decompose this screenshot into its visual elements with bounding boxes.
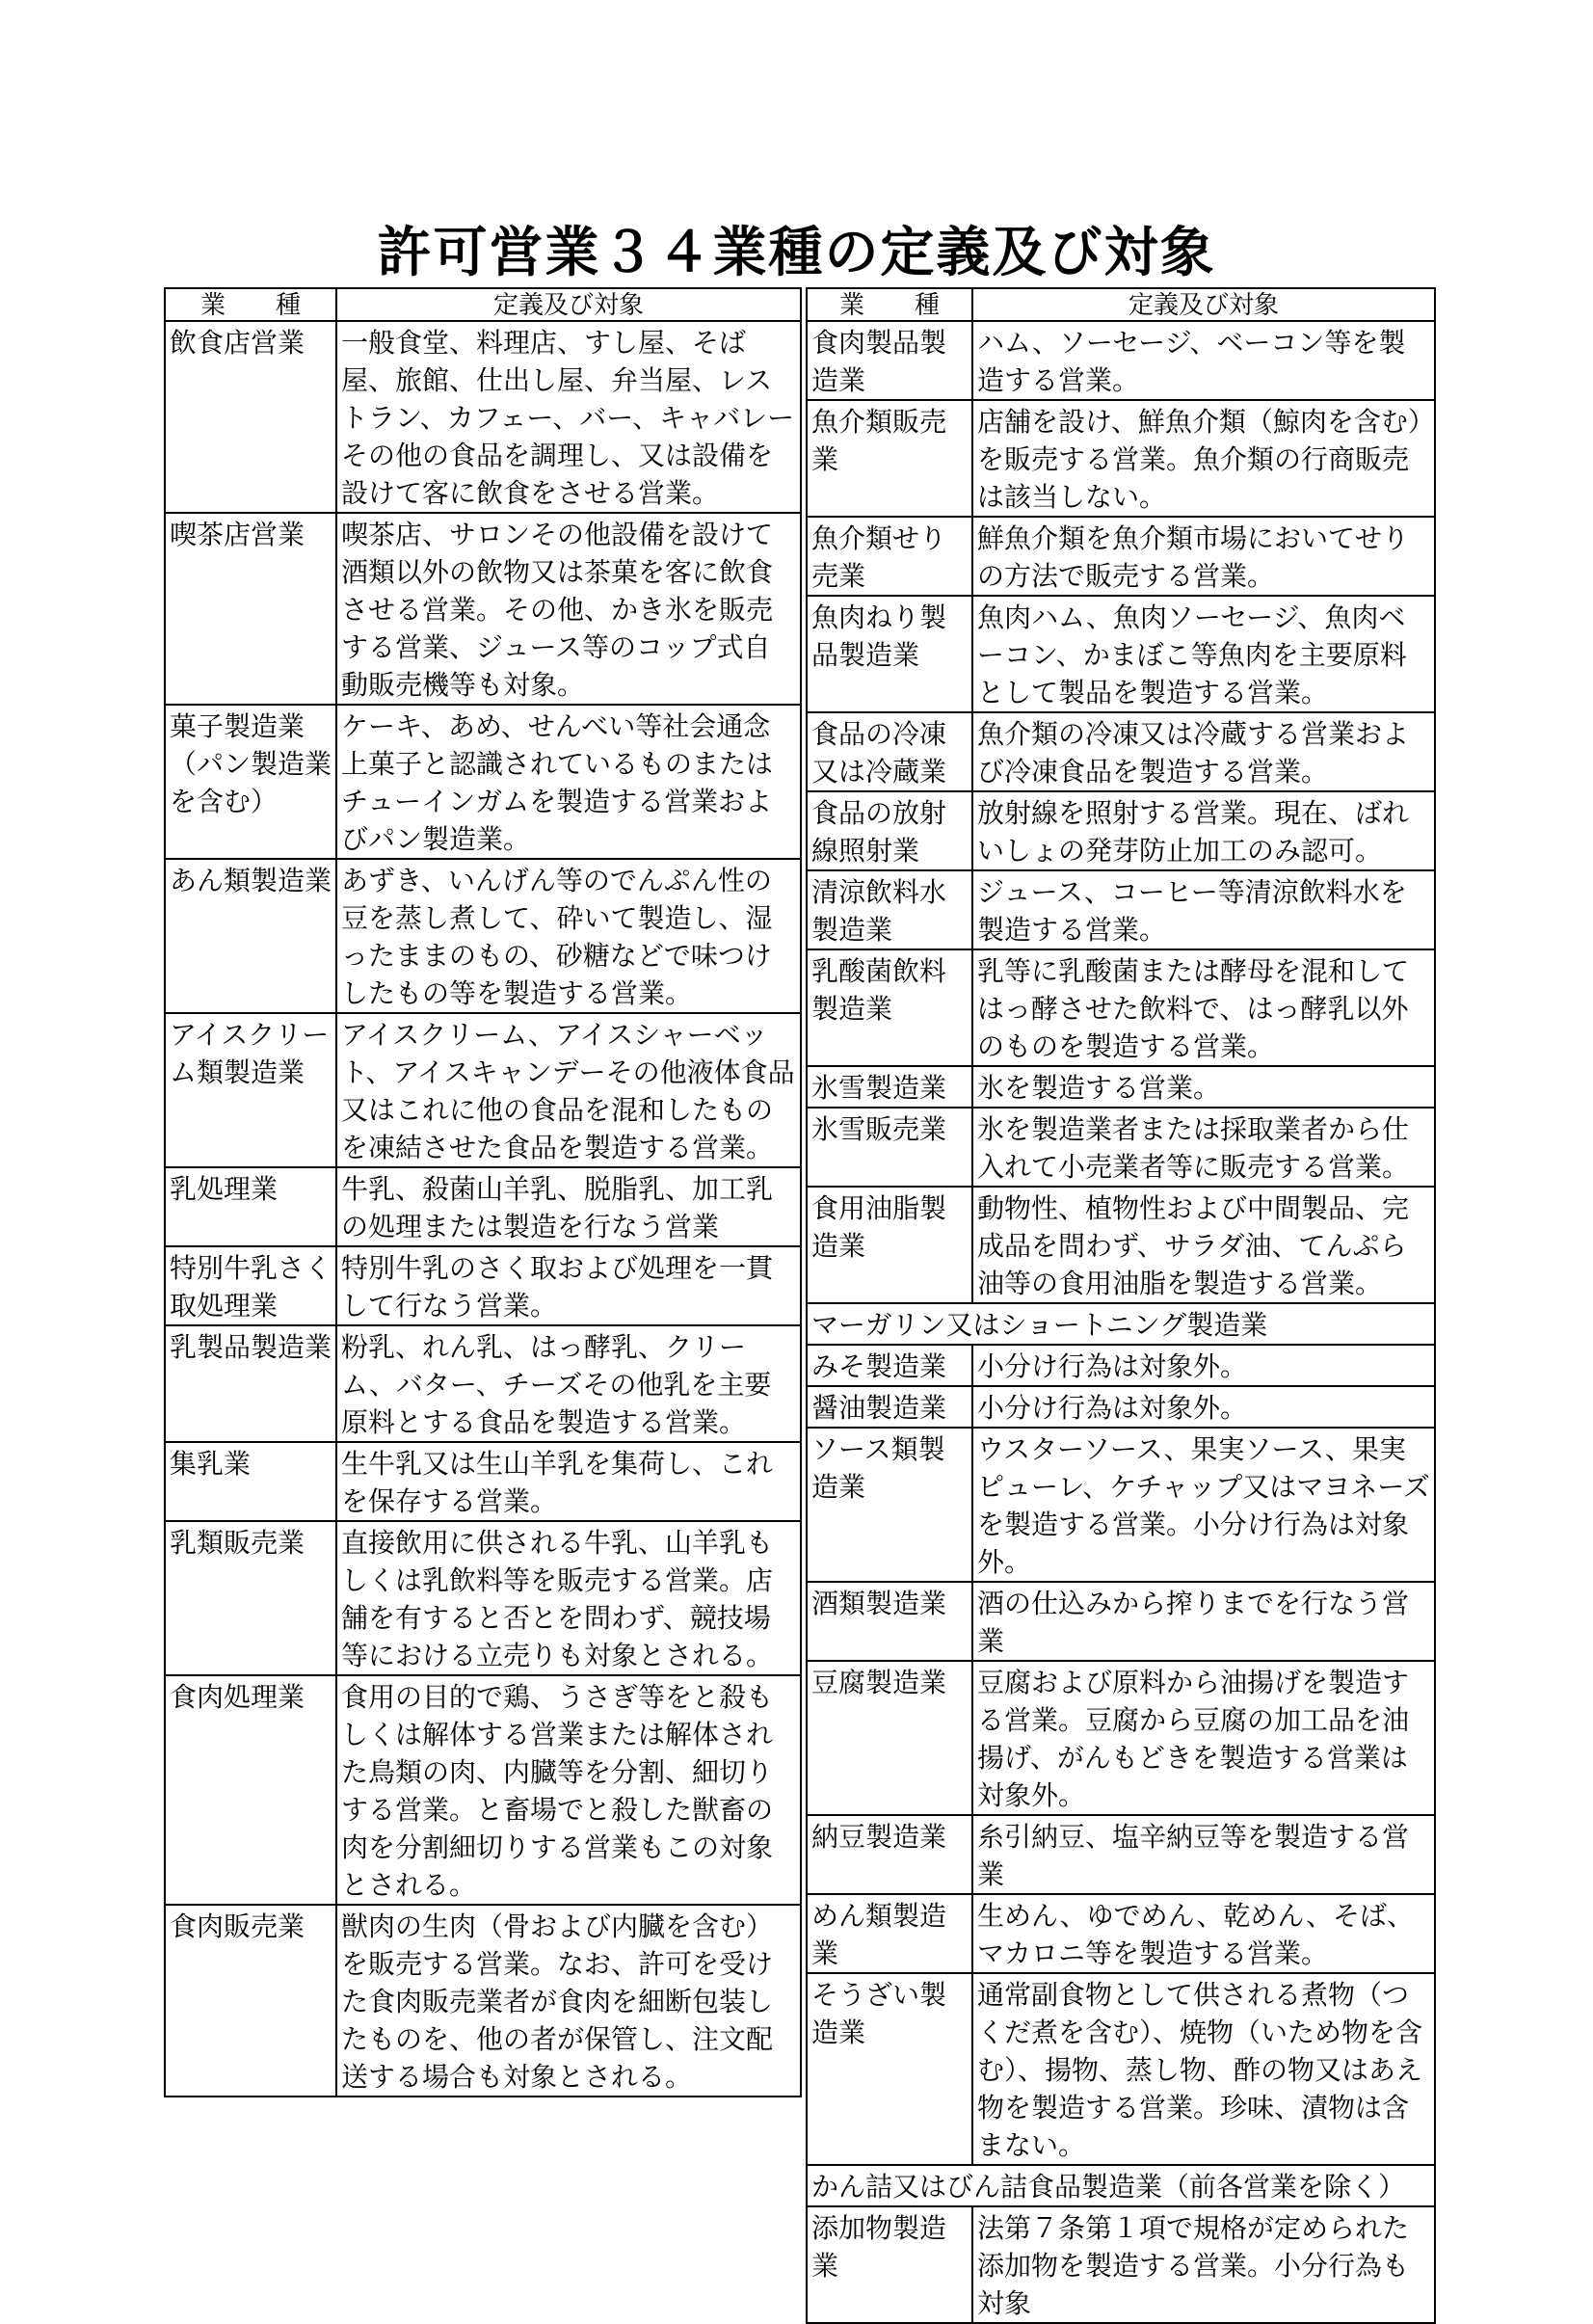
- table-row: [807, 1386, 1435, 1428]
- business-type-definition: 鮮魚介類を魚介類市場においてせりの方法で販売する営業。: [972, 517, 1435, 596]
- business-type-name: 魚介類販売業: [807, 400, 972, 517]
- business-type-definition: ジュース、コーヒー等清涼飲料水を製造する営業。: [972, 870, 1435, 949]
- business-type-name: 清涼飲料水製造業: [807, 870, 972, 949]
- table-row: [807, 1973, 1435, 2165]
- table-row: [165, 1325, 801, 1442]
- business-type-name: 飲食店営業: [165, 321, 336, 513]
- header-definition: 定義及び対象: [972, 288, 1435, 321]
- business-type-name: 豆腐製造業: [807, 1661, 972, 1815]
- business-type-name: 食品の放射線照射業: [807, 791, 972, 870]
- business-type-name: ソース類製造業: [807, 1428, 972, 1582]
- table-row: [807, 1108, 1435, 1187]
- business-type-full-row: マーガリン又はショートニング製造業: [807, 1303, 1435, 1345]
- business-type-name: 添加物製造業: [807, 2206, 972, 2323]
- business-type-definition: 酒の仕込みから搾りまでを行なう営業: [972, 1582, 1435, 1661]
- table-row: [807, 1428, 1435, 1582]
- business-table-left: [164, 287, 802, 2097]
- business-type-definition: 小分け行為は対象外。: [972, 1345, 1435, 1386]
- business-type-definition: 豆腐および原料から油揚げを製造する営業。豆腐から豆腐の加工品を油揚げ、がんもどきを製造する営業は対象外。: [972, 1661, 1435, 1815]
- table-row: [807, 2165, 1435, 2206]
- business-type-definition: 生めん、ゆでめん、乾めん、そば、マカロニ等を製造する営業。: [972, 1894, 1435, 1973]
- table-row: [807, 1303, 1435, 1345]
- business-type-definition: 特別牛乳のさく取および処理を一貫して行なう営業。: [336, 1246, 801, 1325]
- business-type-name: 菓子製造業（パン製造業を含む）: [165, 705, 336, 859]
- table-row: [165, 1905, 801, 2097]
- business-type-definition: 一般食堂、料理店、すし屋、そば屋、旅館、仕出し屋、弁当屋、レストラン、カフェー、バー、キャバレーその他の食品を調理し、又は設備を設けて客に飲食をさせる営業。: [336, 321, 801, 513]
- table-row: [165, 321, 801, 513]
- header-definition: 定義及び対象: [336, 288, 801, 321]
- table-row: [807, 2206, 1435, 2323]
- table-row: [165, 1013, 801, 1167]
- table-row: [165, 513, 801, 705]
- business-type-name: 乳処理業: [165, 1167, 336, 1246]
- business-type-name: 食肉製品製造業: [807, 321, 972, 400]
- table-row: [807, 1066, 1435, 1108]
- business-type-definition: 通常副食物として供される煮物（つくだ煮を含む）、焼物（いため物を含む）、揚物、蒸し物、酢の物又はあえ物を製造する営業。珍味、漬物は含まない。: [972, 1973, 1435, 2165]
- table-row: [807, 517, 1435, 596]
- business-type-name: 特別牛乳さく取処理業: [165, 1246, 336, 1325]
- business-type-name: 食用油脂製造業: [807, 1187, 972, 1303]
- business-type-name: 食肉販売業: [165, 1905, 336, 2097]
- table-row: [165, 1167, 801, 1246]
- table-row: [165, 1521, 801, 1675]
- business-type-name: 集乳業: [165, 1442, 336, 1521]
- business-type-definition: あずき、いんげん等のでんぷん性の豆を蒸し煮して、砕いて製造し、湿ったままのもの、砂糖などで味つけしたもの等を製造する営業。: [336, 859, 801, 1013]
- header-type: 業 種: [807, 288, 972, 321]
- business-type-name: 乳類販売業: [165, 1521, 336, 1675]
- business-type-name: 納豆製造業: [807, 1815, 972, 1894]
- table-row: [807, 870, 1435, 949]
- table-header-row: [165, 288, 801, 321]
- business-type-definition: 食用の目的で鶏、うさぎ等をと殺もしくは解体する営業または解体された鳥類の肉、内臓等を分割、細切りする営業。と畜場でと殺した獣畜の肉を分割細切りする営業もこの対象とされる。: [336, 1675, 801, 1905]
- business-type-name: 食品の冷凍又は冷蔵業: [807, 712, 972, 791]
- business-type-name: 乳酸菌飲料製造業: [807, 949, 972, 1066]
- business-type-definition: ウスターソース、果実ソース、果実ピューレ、ケチャップ又はマヨネーズを製造する営業。小分け行為は対象外。: [972, 1428, 1435, 1582]
- table-row: [165, 705, 801, 859]
- business-type-name: 氷雪販売業: [807, 1108, 972, 1187]
- business-type-definition: 氷を製造業者または採取業者から仕入れて小売業者等に販売する営業。: [972, 1108, 1435, 1187]
- business-type-definition: 魚肉ハム、魚肉ソーセージ、魚肉ベーコン、かまぼこ等魚肉を主要原料として製品を製造する営業。: [972, 596, 1435, 712]
- business-type-name: 醤油製造業: [807, 1386, 972, 1428]
- table-row: [807, 1345, 1435, 1386]
- business-type-name: みそ製造業: [807, 1345, 972, 1386]
- business-type-definition: ハム、ソーセージ、ベーコン等を製造する営業。: [972, 321, 1435, 400]
- business-type-name: 乳製品製造業: [165, 1325, 336, 1442]
- business-type-definition: 牛乳、殺菌山羊乳、脱脂乳、加工乳の処理または製造を行なう営業: [336, 1167, 801, 1246]
- business-type-definition: 魚介類の冷凍又は冷蔵する営業および冷凍食品を製造する営業。: [972, 712, 1435, 791]
- business-type-definition: 小分け行為は対象外。: [972, 1386, 1435, 1428]
- business-table-right: [806, 287, 1436, 2324]
- business-type-name: アイスクリーム類製造業: [165, 1013, 336, 1167]
- table-row: [807, 1894, 1435, 1973]
- table-row: [807, 791, 1435, 870]
- business-type-name: 氷雪製造業: [807, 1066, 972, 1108]
- business-type-definition: 店舗を設け、鮮魚介類（鯨肉を含む）を販売する営業。魚介類の行商販売は該当しない。: [972, 400, 1435, 517]
- header-type: 業 種: [165, 288, 336, 321]
- table-row: [165, 1442, 801, 1521]
- business-type-definition: 糸引納豆、塩辛納豆等を製造する営業: [972, 1815, 1435, 1894]
- business-type-definition: 法第７条第１項で規格が定められた添加物を製造する営業。小分行為も対象: [972, 2206, 1435, 2323]
- table-row: [165, 859, 801, 1013]
- business-type-definition: 氷を製造する営業。: [972, 1066, 1435, 1108]
- business-type-name: 酒類製造業: [807, 1582, 972, 1661]
- table-row: [807, 321, 1435, 400]
- business-type-name: めん類製造業: [807, 1894, 972, 1973]
- table-row: [807, 1187, 1435, 1303]
- business-type-definition: 生牛乳又は生山羊乳を集荷し、これを保存する営業。: [336, 1442, 801, 1521]
- business-type-definition: 喫茶店、サロンその他設備を設けて酒類以外の飲物又は茶菓を客に飲食させる営業。その他、かき氷を販売する営業、ジュース等のコップ式自動販売機等も対象。: [336, 513, 801, 705]
- business-type-name: 喫茶店営業: [165, 513, 336, 705]
- table-row: [807, 1661, 1435, 1815]
- business-type-name: 食肉処理業: [165, 1675, 336, 1905]
- business-type-name: そうざい製造業: [807, 1973, 972, 2165]
- business-type-definition: 動物性、植物性および中間製品、完成品を問わず、サラダ油、てんぷら油等の食用油脂を製造する営業。: [972, 1187, 1435, 1303]
- table-row: [807, 1582, 1435, 1661]
- business-type-definition: 乳等に乳酸菌または酵母を混和してはっ酵させた飲料で、はっ酵乳以外のものを製造する営業。: [972, 949, 1435, 1066]
- business-type-definition: 放射線を照射する営業。現在、ばれいしょの発芽防止加工のみ認可。: [972, 791, 1435, 870]
- business-type-definition: アイスクリーム、アイスシャーベット、アイスキャンデーその他液体食品又はこれに他の食品を混和したものを凍結させた食品を製造する営業。: [336, 1013, 801, 1167]
- table-row: [807, 1815, 1435, 1894]
- business-type-definition: 直接飲用に供される牛乳、山羊乳もしくは乳飲料等を販売する営業。店舗を有すると否とを問わず、競技場等における立売りも対象とされる。: [336, 1521, 801, 1675]
- business-type-name: 魚肉ねり製品製造業: [807, 596, 972, 712]
- table-row: [165, 1675, 801, 1905]
- business-type-definition: 粉乳、れん乳、はっ酵乳、クリーム、バター、チーズその他乳を主要原料とする食品を製造する営業。: [336, 1325, 801, 1442]
- business-type-full-row: かん詰又はびん詰食品製造業（前各営業を除く）: [807, 2165, 1435, 2206]
- table-row: [165, 1246, 801, 1325]
- business-type-name: 魚介類せり売業: [807, 517, 972, 596]
- table-row: [807, 400, 1435, 517]
- business-type-definition: 獣肉の生肉（骨および内臓を含む）を販売する営業。なお、許可を受けた食肉販売業者が食肉を細断包装したものを、他の者が保管し、注文配送する場合も対象とされる。: [336, 1905, 801, 2097]
- business-type-name: あん類製造業: [165, 859, 336, 1013]
- page-title: 許可営業３４業種の定義及び対象: [377, 222, 1216, 284]
- business-type-definition: ケーキ、あめ、せんべい等社会通念上菓子と認識されているものまたはチューインガムを製造する営業およびパン製造業。: [336, 705, 801, 859]
- table-header-row: [807, 288, 1435, 321]
- table-row: [807, 949, 1435, 1066]
- table-row: [807, 596, 1435, 712]
- table-row: [807, 712, 1435, 791]
